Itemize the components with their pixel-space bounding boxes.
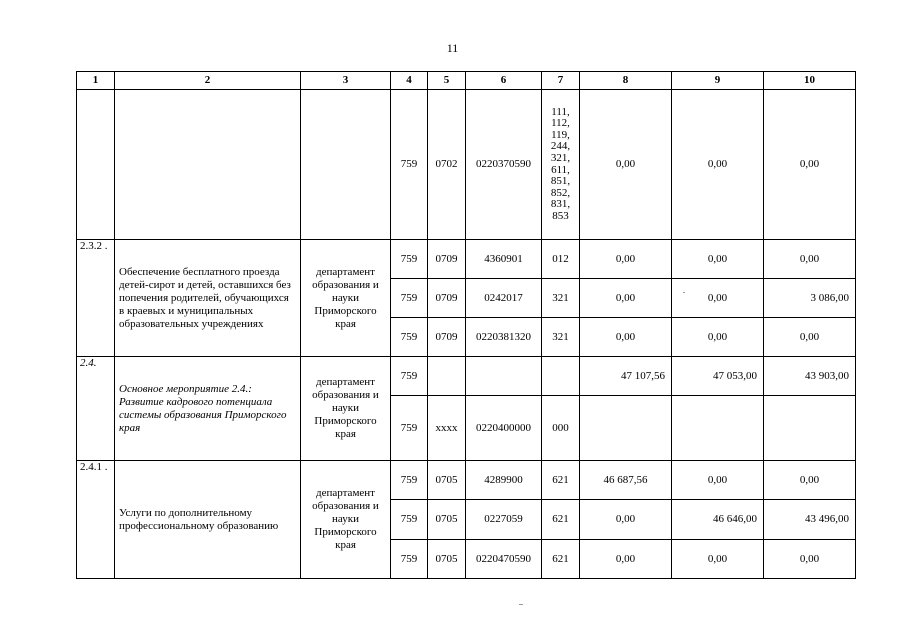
header-cell: 10: [764, 72, 856, 90]
cell-col7: 321: [542, 279, 580, 318]
cell-col10: 0,00: [764, 461, 856, 500]
row-number-cell: 2.4.1 .: [77, 461, 115, 579]
cell-col9: 0,00: [672, 461, 764, 500]
cell-col4: 759: [391, 500, 428, 540]
cell-col4: 759: [391, 90, 428, 240]
row-number-cell: [77, 90, 115, 240]
header-row: [77, 72, 856, 90]
cell-col6: 0242017: [466, 279, 542, 318]
expense-code: 852,: [550, 186, 571, 199]
cell-col5: 0702: [428, 90, 466, 240]
cell-col10: 43 496,00: [764, 500, 856, 540]
cell-col5: 0705: [428, 540, 466, 579]
department-cell: [301, 90, 391, 240]
cell-col8: 47 107,56: [580, 357, 672, 396]
description-cell: Основное мероприятие 2.4.: Развитие кадрового потенциала системы образования Приморского края: [115, 357, 301, 461]
cell-col9: [672, 396, 764, 461]
cell-col10: 3 086,00: [764, 279, 856, 318]
cell-col5: 0705: [428, 461, 466, 500]
cell-col7: 621: [542, 540, 580, 579]
cell-col6: 0220370590: [466, 90, 542, 240]
department-cell: департамент образования и науки Приморского края: [301, 357, 391, 461]
expense-code: 853: [552, 209, 569, 222]
cell-col6: 0220400000: [466, 396, 542, 461]
cell-col5: 0709: [428, 279, 466, 318]
cell-col10: 0,00: [764, 240, 856, 279]
cell-col4: 759: [391, 540, 428, 579]
row-number-cell: 2.4.: [77, 357, 115, 461]
cell-col6: 0227059: [466, 500, 542, 540]
cell-col5: 0705: [428, 500, 466, 540]
cell-col6: [466, 357, 542, 396]
cell-col5: [428, 357, 466, 396]
cell-col7: 000: [542, 396, 580, 461]
cell-col4: 759: [391, 461, 428, 500]
cell-col9: 0,00: [672, 90, 764, 240]
header-cell: 3: [301, 72, 391, 90]
cell-col5: 0709: [428, 240, 466, 279]
cell-col4: 759: [391, 240, 428, 279]
cell-col7: 012: [542, 240, 580, 279]
row-number-cell: 2.3.2 .: [77, 240, 115, 357]
cell-col7: 621: [542, 461, 580, 500]
department-cell: департамент образования и науки Приморского края: [301, 461, 391, 579]
header-cell: 9: [672, 72, 764, 90]
cell-col6: 4360901: [466, 240, 542, 279]
cell-col9: 47 053,00: [672, 357, 764, 396]
expense-code: 321,: [550, 151, 571, 164]
cell-col7: [542, 357, 580, 396]
header-cell: 6: [466, 72, 542, 90]
department-cell: департамент образования и науки Приморского края: [301, 240, 391, 357]
description-cell: [115, 90, 301, 240]
expense-code: 831,: [550, 198, 571, 211]
table-row: [77, 461, 856, 500]
cell-col6: 4289900: [466, 461, 542, 500]
cell-col7: 321: [542, 318, 580, 357]
cell-col8: 0,00: [580, 90, 672, 240]
cell-col10: [764, 396, 856, 461]
page-number: 11: [446, 41, 459, 55]
cell-col4: 759: [391, 318, 428, 357]
scan-speck: [683, 292, 685, 293]
cell-col10: 0,00: [764, 540, 856, 579]
cell-col6: 0220381320: [466, 318, 542, 357]
cell-col10: 43 903,00: [764, 357, 856, 396]
budget-table: [76, 71, 856, 579]
cell-col5: 0709: [428, 318, 466, 357]
scan-speck: [519, 604, 523, 605]
expense-code: 112,: [551, 117, 570, 130]
cell-col7: 621: [542, 500, 580, 540]
header-cell: 2: [115, 72, 301, 90]
cell-col8: 0,00: [580, 240, 672, 279]
table-row: [77, 357, 856, 396]
cell-col10: 0,00: [764, 318, 856, 357]
table-row: [77, 90, 856, 240]
cell-col9: 0,00: [672, 540, 764, 579]
table-row: [77, 240, 856, 279]
cell-col5: xxxx: [428, 396, 466, 461]
header-cell: 8: [580, 72, 672, 90]
cell-col9: 0,00: [672, 279, 764, 318]
cell-col10: 0,00: [764, 90, 856, 240]
cell-col9: 0,00: [672, 318, 764, 357]
description-cell: Обеспечение бесплатного проезда детей-сирот и детей, оставшихся без попечения родителей, обучающихся в краевых и муниципальных образовательных учреждениях: [115, 240, 301, 357]
cell-col9: 0,00: [672, 240, 764, 279]
cell-col4: 759: [391, 357, 428, 396]
description-cell: Услуги по дополнительному профессиональному образованию: [115, 461, 301, 579]
expense-codes-cell: [542, 90, 580, 240]
expense-code: 244,: [550, 140, 571, 153]
cell-col8: 0,00: [580, 318, 672, 357]
cell-col6: 0220470590: [466, 540, 542, 579]
cell-col8: 0,00: [580, 500, 672, 540]
expense-code: 119,: [551, 128, 570, 141]
cell-col8: [580, 396, 672, 461]
cell-col8: 46 687,56: [580, 461, 672, 500]
cell-col4: 759: [391, 279, 428, 318]
cell-col8: 0,00: [580, 540, 672, 579]
header-cell: 4: [391, 72, 428, 90]
header-cell: 5: [428, 72, 466, 90]
expense-code: 111,: [551, 105, 570, 118]
expense-code: 851,: [550, 175, 571, 188]
cell-col4: 759: [391, 396, 428, 461]
cell-col9: 46 646,00: [672, 500, 764, 540]
header-cell: 1: [77, 72, 115, 90]
cell-col8: 0,00: [580, 279, 672, 318]
header-cell: 7: [542, 72, 580, 90]
expense-code: 611,: [551, 163, 570, 176]
